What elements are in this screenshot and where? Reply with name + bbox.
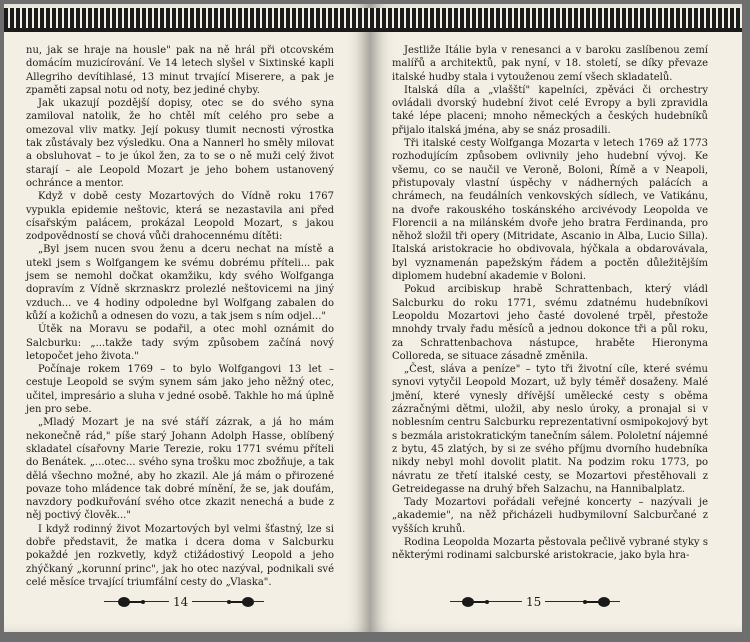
left-page-text [26,44,334,589]
paragraph: nu, jak se hraje na housle" pak na ně hrál při otcovském domácím muzicírování. Ve 14 letech slyšel v Sixtinské kapli Allegriho devítihlasé, 13 minut trvající Miserere, a pak je zpaměti zapsal notu od noty, bez jediné chyby. [26,45,334,96]
paragraph: Počínaje rokem 1769 – to bylo Wolfgangovi 13 let – cestuje Leopold se svým synem sám jako jeho něžný otec, učitel, impresário a sluha v jedné osobě. Takhle ho má úplně jen pro sebe. [26,364,334,416]
right-page-footer [370,594,742,610]
paragraph: „Čest, sláva a peníze" – tyto tři životní cíle, které svému synovi vytyčil Leopold Mozart, už byly téměř dosaženy. Malé jmění, které vynesly dřívější umělecké cesty s oběma zázračnými dětmi, uložil, aby neslo úroky, a pronajal si v noblesním centru Salcburku reprezentativní osmipokojový byt s bezmála aristokratickým tanečním sálem. Pololetní nájemné z bytu, 45 zlatých, by si ze svého příjmu dvorního hudebníka nikdy nebyl mohl dovolit platit. Na podzim roku 1773, po návratu ze třetí italské cesty, se Mozartovi přestěhovali z Getreidegasse na druhý břeh Salzachu, na Hannibalplatz. [392,364,708,495]
paragraph: Jestliže Itálie byla v renesanci a v baroku zaslíbenou zemí malířů a architektů, pak nyní, v 18. století, se díky převaze italské hudby stala i vytouženou zemí všech skladatelů. [392,45,708,83]
violin-icon [460,594,490,610]
page-number: 15 [522,594,545,610]
paragraph: Pokud arcibiskup hrabě Schrattenbach, který vládl Salcburku do roku 1771, svému zdatnému hudebníkovi Leopoldu Mozartovi jeho časté dovolené trpěl, přestože mnohdy trvaly řadu měsíců a jednou dokonce tři a půl roku, za Schrattenbachova nástupce, hraběte Hieronyma Colloreda, se situace zásadně změnila. [392,284,708,362]
paragraph: Jak ukazují pozdější dopisy, otec se do svého syna zamiloval natolik, že ho chtěl mít celého pro sebe a omezoval vliv matky. Její pokusy tlumit necnosti výrostka tak zůstávaly bez výsledku. Ona a Nannerl ho směly milovat a obsluhovat – to je úkol žen, za to se o ně muži celý život starají – ale Leopold Mozart je jeho bohem ustanovený ochránce a mentor. [26,98,334,189]
paragraph: Tři italské cesty Wolfganga Mozarta v letech 1769 až 1773 rozhodujícím způsobem ovlivnily jeho hudební vývoj. Ke všemu, co se naučil ve Veroně, Boloni, Římě a v Neapoli, přistupovaly vlastní úspěchy v nádherných palácích a chrámech, na feudálních venkovských sídlech, ve Vatikánu, na dvoře rakouského toskánského arcivévody Leopolda ve Florencii a na milánském dvoře jeho bratra Ferdinanda, pro něhož složil tři opery (Mitridate, Ascanio in Alba, Lucio Silla). Italská aristokracie ho obdivovala, hýčkala a obdarovávala, byl vyznamenán papežským řádem a poctěn důležitějším diplomem hudební akademie v Boloni. [392,138,708,283]
paragraph: Když v době cesty Mozartových do Vídně roku 1767 vypukla epidemie neštovic, která se nezastavila ani před císařským palácem, prokázal Leopold Mozart, s jakou zodpovědností se chová vůči drahocennému dítěti: [26,191,334,243]
piano-keys-header-right [370,8,742,32]
paragraph: Rodina Leopolda Mozarta pěstovala pečlivě vybrané styky s některými rodinami salcburské aristokracie, jako byla hra- [392,536,708,562]
violin-icon [226,594,256,610]
violin-icon [116,594,146,610]
left-page [4,4,370,632]
paragraph: „Byl jsem nucen svou ženu a dceru nechat na místě a utekl jsem s Wolfgangem ke svému dobrému příteli... pak jsem se nemohl dočkat okamžiku, kdy svého Wolfganga dopravím z Vídně skrznaskrz prolezlé neštovicemi na jiný vzduch... ve 4 hodiny odpoledne byl Wolfgang zabalen do kůží a kožichů a odnesen do vozu, a tak jsem s ním odjel..." [26,244,334,322]
piano-keys-header-left [4,8,370,32]
left-page-footer [4,594,370,610]
right-page [370,4,742,632]
paragraph: I když rodinný život Mozartových byl velmi šťastný, lze si dobře představit, že matka i dcera doma v Salcburku pokaždé jen rozkvetly, když ctižádostivý Leopold a jeho zhýčkaný „korunní princ", jak ho otec nazýval, podnikali své celé měsíce trvající triumfální cesty do „Vlaska". [26,523,334,588]
violin-icon [582,594,612,610]
paragraph: Italská díla a „vlašští" kapelníci, zpěváci či orchestry ovládali dvorský hudební život celé Evropy a byli zpravidla také lépe placeni; mnoho německých a českých hudebníků přijalo italská jména, aby se snáz prosadili. [392,84,708,136]
paragraph: Tady Mozartovi pořádali veřejné koncerty – nazývali je „akademie", na něž přicházeli hudbymilovní Salcburčané z vyšších kruhů. [392,497,708,535]
right-page-text [392,44,708,563]
page-number: 14 [169,594,192,610]
paragraph: „Mladý Mozart je na své stáří zázrak, a já ho mám nekonečně rád," píše starý Johann Adolph Hasse, oblíbený skladatel císařovny Marie Terezie, roku 1771 svému příteli do Benátek. „...otec... svého syna trošku moc zbožňuje, a tak dělá všechno možné, aby ho zkazil. Ale já mám o přirozené povaze toho mládence tak dobré mínění, že se, jak doufám, navzdory podkuřování svého otce zkazit nenechá a bude z něj poctivý člověk..." [26,417,334,522]
paragraph: Útěk na Moravu se podařil, a otec mohl oznámit do Salcburku: „...takže tady svým způsobem začíná nový letopočet jeho života." [26,324,334,362]
